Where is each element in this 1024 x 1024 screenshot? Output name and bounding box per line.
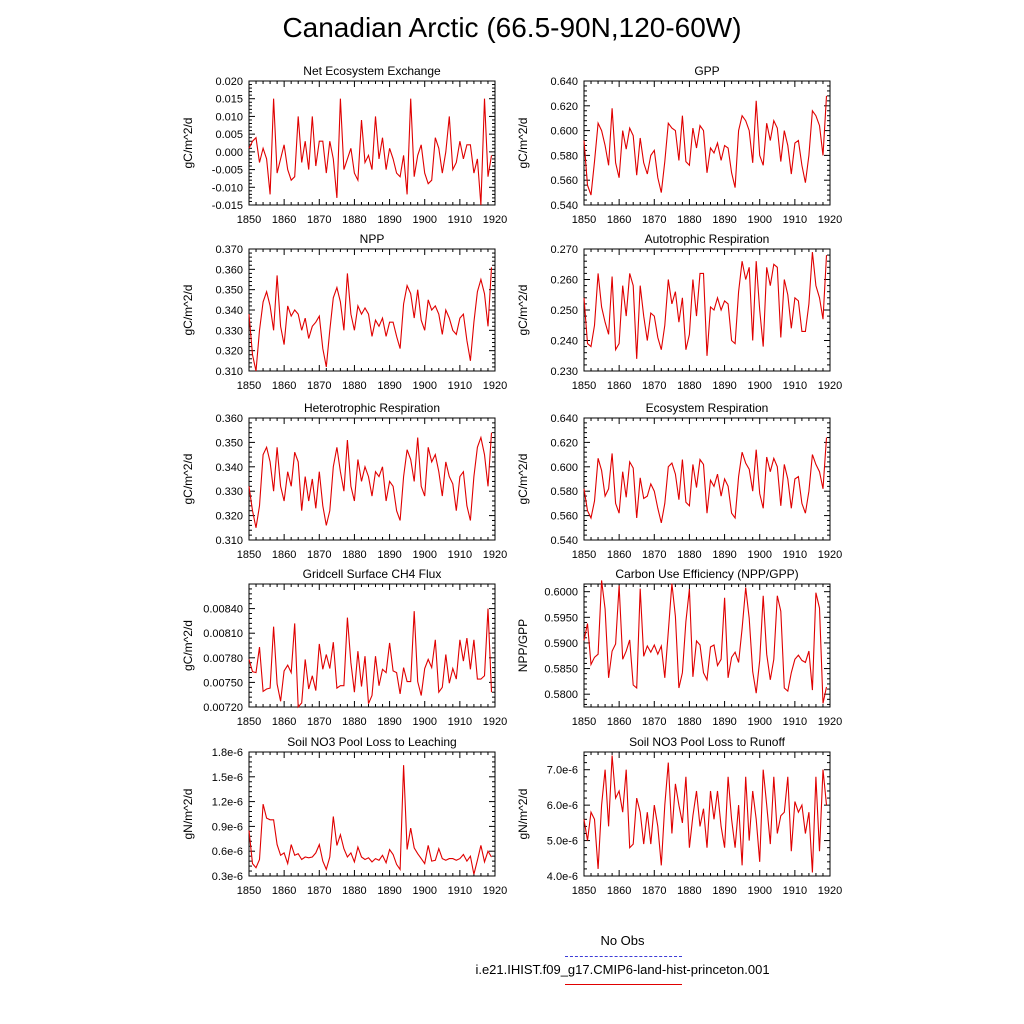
x-tick-label: 1900: [412, 380, 437, 392]
y-tick-label: 6.0e-6: [546, 800, 578, 813]
y-tick-label: 0.580: [550, 150, 578, 163]
panel-title-10: Soil NO3 Pool Loss to Runoff: [629, 735, 785, 749]
panel-frame-7: [249, 584, 495, 707]
y-tick-label: 0.620: [550, 437, 578, 450]
y-axis-label-4: gC/m^2/d: [516, 284, 530, 336]
x-tick-label: 1920: [482, 549, 508, 561]
x-tick-label: 1860: [606, 380, 632, 392]
y-tick-label: 0.260: [550, 274, 578, 287]
page-title: Canadian Arctic (66.5-90N,120-60W): [282, 12, 742, 43]
legend-case-label: i.e21.IHIST.f09_g17.CMIP6-land-hist-princeton.001: [475, 962, 770, 977]
y-tick-label: 0.620: [550, 100, 578, 113]
x-tick-label: 1900: [412, 885, 437, 897]
y-tick-label: 0.600: [550, 125, 578, 138]
y-tick-label: 0.5850: [544, 663, 578, 676]
y-tick-label: 0.00750: [203, 677, 243, 690]
panel-title-1: Net Ecosystem Exchange: [303, 64, 441, 78]
panel-title-8: Carbon Use Efficiency (NPP/GPP): [615, 567, 799, 581]
x-tick-label: 1900: [412, 549, 437, 561]
panel-title-6: Ecosystem Respiration: [645, 401, 769, 415]
x-tick-label: 1860: [271, 549, 297, 561]
panel-frame-10: [584, 752, 830, 876]
x-tick-label: 1860: [271, 380, 297, 392]
y-tick-label: 0.000: [215, 146, 243, 159]
y-tick-label: 0.310: [215, 535, 243, 547]
x-tick-label: 1890: [712, 549, 737, 561]
y-tick-label: 1.2e-6: [211, 796, 243, 809]
y-axis-label-2: gC/m^2/d: [516, 117, 530, 169]
x-tick-label: 1880: [677, 214, 702, 226]
x-tick-label: 1850: [236, 380, 262, 392]
y-tick-label: 0.230: [550, 366, 578, 378]
x-tick-label: 1860: [271, 214, 297, 226]
y-tick-label: 0.320: [215, 510, 243, 523]
y-axis-label-6: gC/m^2/d: [516, 453, 530, 505]
legend-obs-label: No Obs: [600, 933, 645, 948]
x-tick-label: 1880: [342, 380, 367, 392]
panel-title-4: Autotrophic Respiration: [644, 232, 770, 246]
panel-title-9: Soil NO3 Pool Loss to Leaching: [287, 735, 457, 749]
y-tick-label: -0.010: [211, 182, 243, 195]
y-tick-label: 0.00840: [203, 603, 243, 616]
y-tick-label: 0.00720: [203, 702, 243, 714]
x-tick-label: 1850: [236, 716, 262, 728]
x-tick-label: 1910: [782, 214, 808, 226]
x-tick-label: 1910: [447, 716, 473, 728]
y-tick-label: 0.005: [215, 129, 243, 142]
panel-frame-5: [249, 418, 495, 540]
x-tick-label: 1890: [712, 214, 737, 226]
x-tick-label: 1910: [782, 716, 808, 728]
x-tick-label: 1890: [712, 716, 737, 728]
y-tick-label: 0.560: [550, 510, 578, 523]
x-tick-label: 1870: [642, 549, 667, 561]
y-tick-label: 0.270: [550, 244, 578, 256]
y-axis-label-3: gC/m^2/d: [181, 284, 195, 336]
series-line-4: [584, 252, 827, 359]
x-tick-label: 1870: [642, 380, 667, 392]
x-tick-label: 1920: [817, 214, 843, 226]
y-tick-label: 7.0e-6: [546, 764, 578, 777]
x-tick-label: 1850: [571, 214, 597, 226]
y-axis-label-10: gN/m^2/d: [516, 788, 530, 840]
x-tick-label: 1910: [447, 549, 473, 561]
x-tick-label: 1850: [571, 716, 597, 728]
y-tick-label: 0.330: [215, 325, 243, 338]
panel-title-2: GPP: [694, 64, 720, 78]
y-tick-label: 0.240: [550, 335, 578, 348]
x-tick-label: 1850: [571, 549, 597, 561]
y-axis-label-7: gC/m^2/d: [181, 620, 195, 671]
x-tick-label: 1890: [712, 380, 737, 392]
y-tick-label: 1.8e-6: [211, 747, 243, 759]
y-tick-label: 0.340: [215, 305, 243, 317]
x-tick-label: 1920: [817, 380, 843, 392]
y-tick-label: 0.6e-6: [211, 846, 243, 859]
x-tick-label: 1890: [377, 214, 402, 226]
y-tick-label: 0.6000: [544, 586, 578, 599]
x-tick-label: 1910: [782, 380, 808, 392]
x-tick-label: 1850: [236, 214, 262, 226]
x-tick-label: 1920: [482, 380, 508, 392]
series-line-8: [584, 580, 827, 703]
y-tick-label: -0.005: [211, 164, 243, 177]
x-tick-label: 1850: [236, 885, 262, 897]
x-tick-label: 1880: [677, 885, 702, 897]
y-axis-label-1: gC/m^2/d: [181, 117, 195, 169]
x-tick-label: 1870: [307, 716, 332, 728]
y-tick-label: 0.350: [215, 284, 243, 297]
x-tick-label: 1910: [447, 214, 473, 226]
y-tick-label: 0.340: [215, 461, 243, 474]
x-tick-label: 1870: [307, 214, 332, 226]
legend-case-line: [565, 984, 682, 985]
y-tick-label: 1.5e-6: [211, 771, 243, 784]
x-tick-label: 1920: [817, 549, 843, 561]
y-tick-label: 0.250: [550, 305, 578, 317]
panel-frame-1: [249, 81, 495, 205]
x-tick-label: 1850: [236, 549, 262, 561]
x-tick-label: 1870: [642, 214, 667, 226]
y-tick-label: 0.540: [550, 200, 578, 212]
x-tick-label: 1900: [747, 885, 772, 897]
x-tick-label: 1900: [412, 214, 437, 226]
y-tick-label: 5.0e-6: [546, 835, 578, 848]
y-tick-label: 0.640: [550, 413, 578, 425]
series-line-6: [584, 438, 827, 523]
y-tick-label: 0.540: [550, 535, 578, 547]
x-tick-label: 1870: [307, 885, 332, 897]
series-line-1: [249, 99, 492, 205]
x-tick-label: 1880: [677, 716, 702, 728]
y-tick-label: -0.015: [211, 200, 243, 212]
panel-frame-3: [249, 249, 495, 371]
x-tick-label: 1920: [817, 716, 843, 728]
y-tick-label: 0.5900: [544, 637, 578, 650]
x-tick-label: 1910: [447, 380, 473, 392]
y-tick-label: 0.9e-6: [211, 821, 243, 834]
panel-title-7: Gridcell Surface CH4 Flux: [302, 567, 442, 581]
x-tick-label: 1920: [482, 214, 508, 226]
y-tick-label: 0.360: [215, 413, 243, 425]
x-tick-label: 1890: [377, 380, 402, 392]
x-tick-label: 1880: [342, 214, 367, 226]
y-axis-label-9: gN/m^2/d: [181, 788, 195, 840]
y-tick-label: 0.560: [550, 175, 578, 188]
x-tick-label: 1890: [377, 549, 402, 561]
y-tick-label: 0.015: [215, 93, 243, 106]
x-tick-label: 1870: [307, 380, 332, 392]
x-tick-label: 1860: [271, 716, 297, 728]
x-tick-label: 1890: [377, 885, 402, 897]
y-tick-label: 0.360: [215, 264, 243, 277]
y-tick-label: 0.5950: [544, 612, 578, 625]
x-tick-label: 1920: [817, 885, 843, 897]
y-tick-label: 0.3e-6: [211, 871, 243, 883]
series-line-9: [249, 765, 492, 874]
y-tick-label: 0.320: [215, 345, 243, 358]
x-tick-label: 1920: [482, 885, 508, 897]
x-tick-label: 1910: [447, 885, 473, 897]
series-line-10: [584, 756, 827, 873]
y-tick-label: 0.010: [215, 111, 243, 124]
x-tick-label: 1880: [677, 380, 702, 392]
x-tick-label: 1850: [571, 885, 597, 897]
x-tick-label: 1870: [642, 716, 667, 728]
panel-title-5: Heterotrophic Respiration: [303, 401, 441, 415]
y-tick-label: 0.310: [215, 366, 243, 378]
legend-obs-line: [565, 956, 682, 957]
x-tick-label: 1880: [342, 549, 367, 561]
x-tick-label: 1900: [747, 214, 772, 226]
x-tick-label: 1890: [377, 716, 402, 728]
x-tick-label: 1880: [342, 716, 367, 728]
panel-frame-2: [584, 81, 830, 205]
x-tick-label: 1910: [782, 885, 808, 897]
y-axis-label-8: NPP/GPP: [516, 618, 530, 673]
x-tick-label: 1870: [642, 885, 667, 897]
series-line-3: [249, 267, 492, 371]
x-tick-label: 1860: [271, 885, 297, 897]
series-line-2: [584, 96, 827, 195]
y-tick-label: 0.00780: [203, 652, 243, 665]
x-tick-label: 1860: [606, 885, 632, 897]
x-tick-label: 1900: [747, 380, 772, 392]
x-tick-label: 1890: [712, 885, 737, 897]
y-tick-label: 0.330: [215, 486, 243, 499]
y-tick-label: 0.600: [550, 461, 578, 474]
y-tick-label: 0.370: [215, 244, 243, 256]
y-tick-label: 0.020: [215, 76, 243, 88]
x-tick-label: 1860: [606, 716, 632, 728]
series-line-7: [249, 609, 492, 707]
y-tick-label: 0.00810: [203, 628, 243, 641]
x-tick-label: 1900: [747, 716, 772, 728]
y-tick-label: 0.640: [550, 76, 578, 88]
x-tick-label: 1880: [677, 549, 702, 561]
x-tick-label: 1870: [307, 549, 332, 561]
x-tick-label: 1860: [606, 214, 632, 226]
panel-frame-6: [584, 418, 830, 540]
y-tick-label: 4.0e-6: [546, 871, 578, 883]
x-tick-label: 1900: [412, 716, 437, 728]
x-tick-label: 1920: [482, 716, 508, 728]
x-tick-label: 1850: [571, 380, 597, 392]
y-tick-label: 0.5800: [544, 689, 578, 702]
series-line-5: [249, 433, 492, 528]
x-tick-label: 1910: [782, 549, 808, 561]
y-tick-label: 0.350: [215, 437, 243, 450]
panel-title-3: NPP: [359, 232, 385, 246]
y-tick-label: 0.580: [550, 486, 578, 499]
x-tick-label: 1900: [747, 549, 772, 561]
y-axis-label-5: gC/m^2/d: [181, 453, 195, 505]
panel-frame-8: [584, 584, 830, 707]
x-tick-label: 1860: [606, 549, 632, 561]
x-tick-label: 1880: [342, 885, 367, 897]
